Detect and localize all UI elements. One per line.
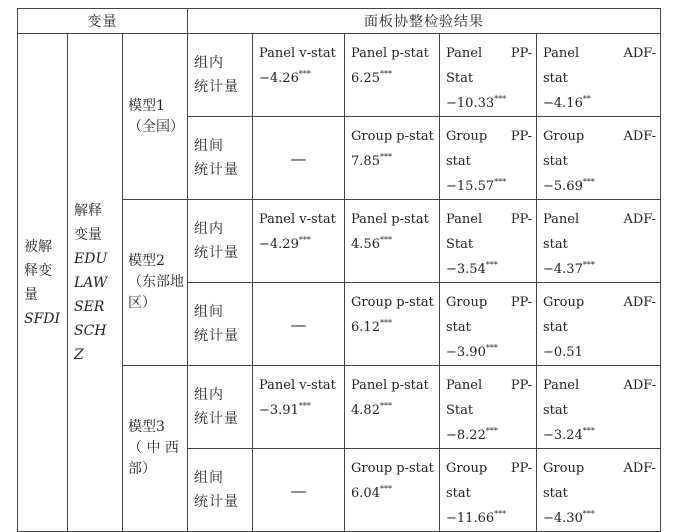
- group-pp-stat-cell: Group PP- stat −11.66***: [440, 449, 537, 532]
- significance-marker: ***: [298, 401, 311, 411]
- empty-value-dash: —: [253, 449, 345, 532]
- statistic-type-cell: 组间 统计量: [188, 117, 253, 200]
- significance-marker: ***: [379, 69, 392, 79]
- statistic-type-cell: 组间 统计量: [188, 449, 253, 532]
- dependent-variable-cell: [18, 34, 68, 532]
- dependent-label-line: 量: [24, 286, 38, 303]
- significance-marker: ***: [494, 94, 507, 104]
- panel-adf-stat-cell: Panel ADF- stat −3.24***: [537, 366, 661, 449]
- significance-marker: ***: [298, 69, 311, 79]
- significance-marker: ***: [494, 509, 507, 519]
- panel-p-stat-cell: Panel p-stat 4.56***: [345, 200, 440, 283]
- significance-marker: ***: [485, 260, 498, 270]
- explanatory-variable-name: LAW: [74, 274, 108, 291]
- statistic-type-cell: 组内 统计量: [188, 200, 253, 283]
- header-row: [18, 9, 661, 34]
- significance-marker: ***: [485, 426, 498, 436]
- panel-adf-stat-cell: Panel ADF- stat −4.37***: [537, 200, 661, 283]
- dependent-label-line: 被解: [24, 238, 52, 255]
- panel-p-stat-cell: Panel p-stat 6.25***: [345, 34, 440, 117]
- dependent-variable-name: SFDI: [24, 310, 61, 327]
- significance-marker: ***: [582, 509, 595, 519]
- panel-v-stat-cell: Panel v-stat −3.91***: [253, 366, 345, 449]
- group-p-stat-cell: Group p-stat 6.12***: [345, 283, 440, 366]
- explanatory-variable-name: EDU: [74, 250, 108, 267]
- header-results: 面板协整检验结果: [188, 9, 661, 34]
- statistic-type-cell: 组内 统计量: [188, 34, 253, 117]
- empty-value-dash: —: [253, 283, 345, 366]
- empty-value-dash: —: [253, 117, 345, 200]
- group-p-stat-cell: Group p-stat 6.04***: [345, 449, 440, 532]
- significance-marker: ***: [379, 484, 392, 494]
- group-adf-stat-cell: Group ADF- stat −5.69***: [537, 117, 661, 200]
- significance-marker: ***: [485, 343, 498, 353]
- significance-marker: **: [582, 94, 591, 104]
- explanatory-label-line: 变量: [74, 226, 102, 243]
- model-1-label: 模型1 （全国）: [123, 34, 188, 200]
- explanatory-variable-name: SCH: [74, 322, 107, 339]
- significance-marker: ***: [379, 401, 392, 411]
- explanatory-variable-name: SER: [74, 298, 105, 315]
- explanatory-variables-cell: [68, 34, 123, 532]
- significance-marker: ***: [379, 152, 392, 162]
- statistic-type-cell: 组间 统计量: [188, 283, 253, 366]
- model-3-label: 模型3 （ 中 西 部）: [123, 366, 188, 532]
- significance-marker: ***: [582, 177, 595, 187]
- panel-v-stat-cell: Panel v-stat −4.26***: [253, 34, 345, 117]
- cointegration-table: [17, 8, 661, 532]
- significance-marker: ***: [494, 177, 507, 187]
- group-adf-stat-cell: Group ADF- stat −4.30***: [537, 449, 661, 532]
- panel-pp-stat-cell: Panel PP- Stat −3.54***: [440, 200, 537, 283]
- group-p-stat-cell: Group p-stat 7.85***: [345, 117, 440, 200]
- explanatory-label-line: 解释: [74, 202, 102, 219]
- panel-pp-stat-cell: Panel PP- Stat −8.22***: [440, 366, 537, 449]
- panel-p-stat-cell: Panel p-stat 4.82***: [345, 366, 440, 449]
- dependent-label-line: 释变: [24, 262, 52, 279]
- significance-marker: ***: [379, 235, 392, 245]
- significance-marker: ***: [379, 318, 392, 328]
- panel-pp-stat-cell: Panel PP- Stat −10.33***: [440, 34, 537, 117]
- significance-marker: ***: [298, 235, 311, 245]
- group-pp-stat-cell: Group PP- stat −3.90***: [440, 283, 537, 366]
- group-adf-stat-cell: Group ADF- stat −0.51: [537, 283, 661, 366]
- panel-v-stat-cell: Panel v-stat −4.29***: [253, 200, 345, 283]
- significance-marker: ***: [582, 426, 595, 436]
- explanatory-variable-name: Z: [74, 346, 84, 363]
- model-2-label: 模型2 （东部地 区）: [123, 200, 188, 366]
- header-variable: 变量: [18, 9, 188, 34]
- statistic-type-cell: 组内 统计量: [188, 366, 253, 449]
- panel-adf-stat-cell: Panel ADF- stat −4.16**: [537, 34, 661, 117]
- table-row: [18, 34, 661, 117]
- significance-marker: ***: [582, 260, 595, 270]
- group-pp-stat-cell: Group PP- stat −15.57***: [440, 117, 537, 200]
